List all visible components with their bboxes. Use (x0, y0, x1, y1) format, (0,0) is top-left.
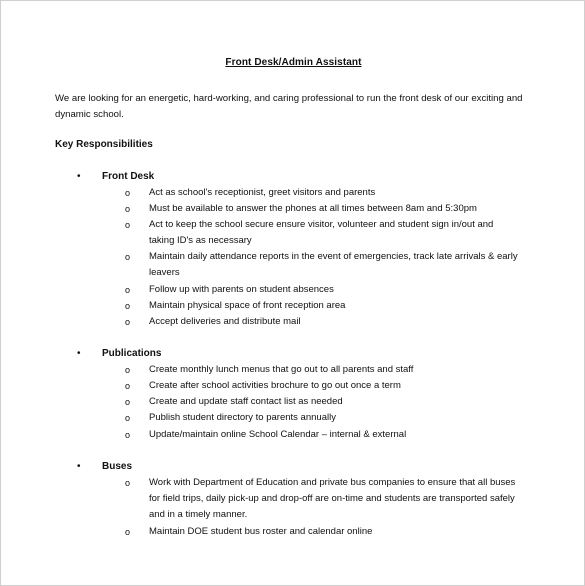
key-responsibilities-heading: Key Responsibilities (55, 139, 153, 150)
section-bullet: • (77, 348, 81, 359)
sub-bullet: o (125, 317, 131, 327)
sub-bullet: o (125, 285, 131, 295)
list-item-text: Update/maintain online School Calendar – internal & external (149, 429, 407, 440)
list-item-text: Maintain physical space of front reception area (149, 300, 346, 311)
list-item-text: Maintain DOE student bus roster and calendar online (149, 526, 373, 537)
section-heading-front-desk: Front Desk (102, 171, 155, 182)
list-item-text: Create after school activities brochure to go out once a term (149, 380, 401, 391)
sub-bullet: o (125, 397, 131, 407)
list-item-text: Create and update staff contact list as needed (149, 396, 343, 407)
sub-bullet: o (125, 413, 131, 423)
list-item-text: Publish student directory to parents annually (149, 412, 336, 423)
sub-bullet: o (125, 381, 131, 391)
sub-bullet: o (125, 252, 131, 262)
list-item-text: Follow up with parents on student absences (149, 284, 334, 295)
sub-bullet: o (125, 430, 131, 440)
list-item-text: Create monthly lunch menus that go out to all parents and staff (149, 364, 414, 375)
list-item-text: Must be available to answer the phones at all times between 8am and 5:30pm (149, 203, 477, 214)
document-title: Front Desk/Admin Assistant (225, 57, 362, 68)
intro-paragraph: We are looking for an energetic, hard-working, and caring professional to run the front desk of our exciting and dynamic school. (55, 93, 523, 120)
sub-bullet: o (125, 204, 131, 214)
list-item-text: Work with Department of Education and private bus companies to ensure that all buses for field trips, daily pick-up and drop-off are on-time and students are transported safely and in a timely manner. (149, 477, 516, 520)
sub-bullet: o (125, 188, 131, 198)
list-item-text: Accept deliveries and distribute mail (149, 316, 301, 327)
sub-bullet: o (125, 478, 131, 488)
list-item-text: Act to keep the school secure ensure visitor, volunteer and student sign in/out and taking ID's as necessary (149, 219, 494, 246)
section-bullet: • (77, 461, 81, 472)
sub-bullet: o (125, 365, 131, 375)
sub-bullet: o (125, 220, 131, 230)
list-item-text: Act as school's receptionist, greet visitors and parents (149, 187, 376, 198)
section-bullet: • (77, 171, 81, 182)
sub-bullet: o (125, 527, 131, 537)
sub-bullet: o (125, 301, 131, 311)
section-heading-publications: Publications (102, 348, 162, 359)
list-item-text: Maintain daily attendance reports in the event of emergencies, track late arrivals & early leavers (149, 251, 518, 278)
section-heading-buses: Buses (102, 461, 133, 472)
